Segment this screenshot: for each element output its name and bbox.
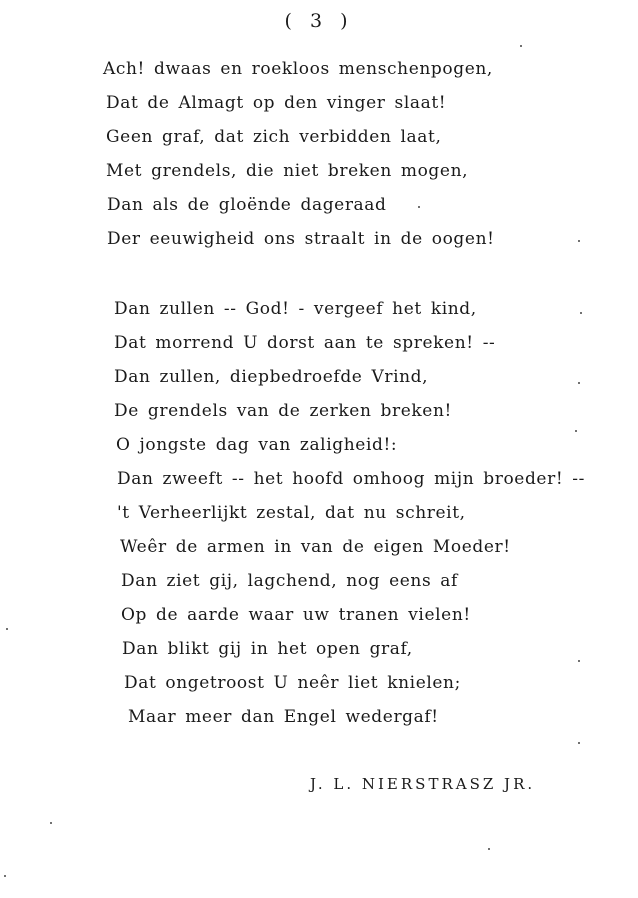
poem-line: Dan zullen, diepbedroefde Vrind, [114,367,429,387]
poem-line: Maar meer dan Engel wedergaf! [128,707,439,727]
poem-line: Dan zweeft -- het hoofd omhoog mijn broeder! -- [117,469,585,489]
scan-speck [50,822,52,824]
scan-speck [488,848,490,850]
scan-speck [575,430,577,432]
poem-line: Met grendels, die niet breken mogen, [106,161,469,181]
scan-speck [520,45,522,47]
page-number: ( 3 ) [284,10,354,32]
poem-line: Dat de Almagt op den vinger slaat! [106,93,447,113]
poem-line: Der eeuwigheid ons straalt in de oogen! [107,229,495,249]
scan-speck [578,382,580,384]
poem-line: Dat ongetroost U neêr liet knielen; [124,673,461,693]
poem-line: De grendels van de zerken breken! [114,401,452,421]
poem-line: 't Verheerlijkt zestal, dat nu schreit, [117,503,466,523]
scan-speck [6,628,8,630]
poem-line: Dan als de gloënde dageraad [107,195,387,215]
scan-speck [578,240,580,242]
poem-line: Op de aarde waar uw tranen vielen! [121,605,471,625]
author-signature: J. L. NIERSTRASZ JR. [310,775,536,793]
poem-line: Ach! dwaas en roekloos menschenpogen, [103,59,493,79]
poem-line: O jongste dag van zaligheid!: [116,435,398,455]
poem-line: Dat morrend U dorst aan te spreken! -- [114,333,496,353]
scan-speck [580,312,582,314]
scan-speck [4,875,6,877]
scan-speck [418,206,420,208]
scan-speck [578,742,580,744]
poem-line: Dan blikt gij in het open graf, [122,639,413,659]
poem-line: Geen graf, dat zich verbidden laat, [106,127,442,147]
poem-line: Dan zullen -- God! - vergeef het kind, [114,299,477,319]
poem-line: Dan ziet gij, lagchend, nog eens af [121,571,458,591]
scan-speck [578,660,580,662]
poem-line: Weêr de armen in van de eigen Moeder! [120,537,511,557]
